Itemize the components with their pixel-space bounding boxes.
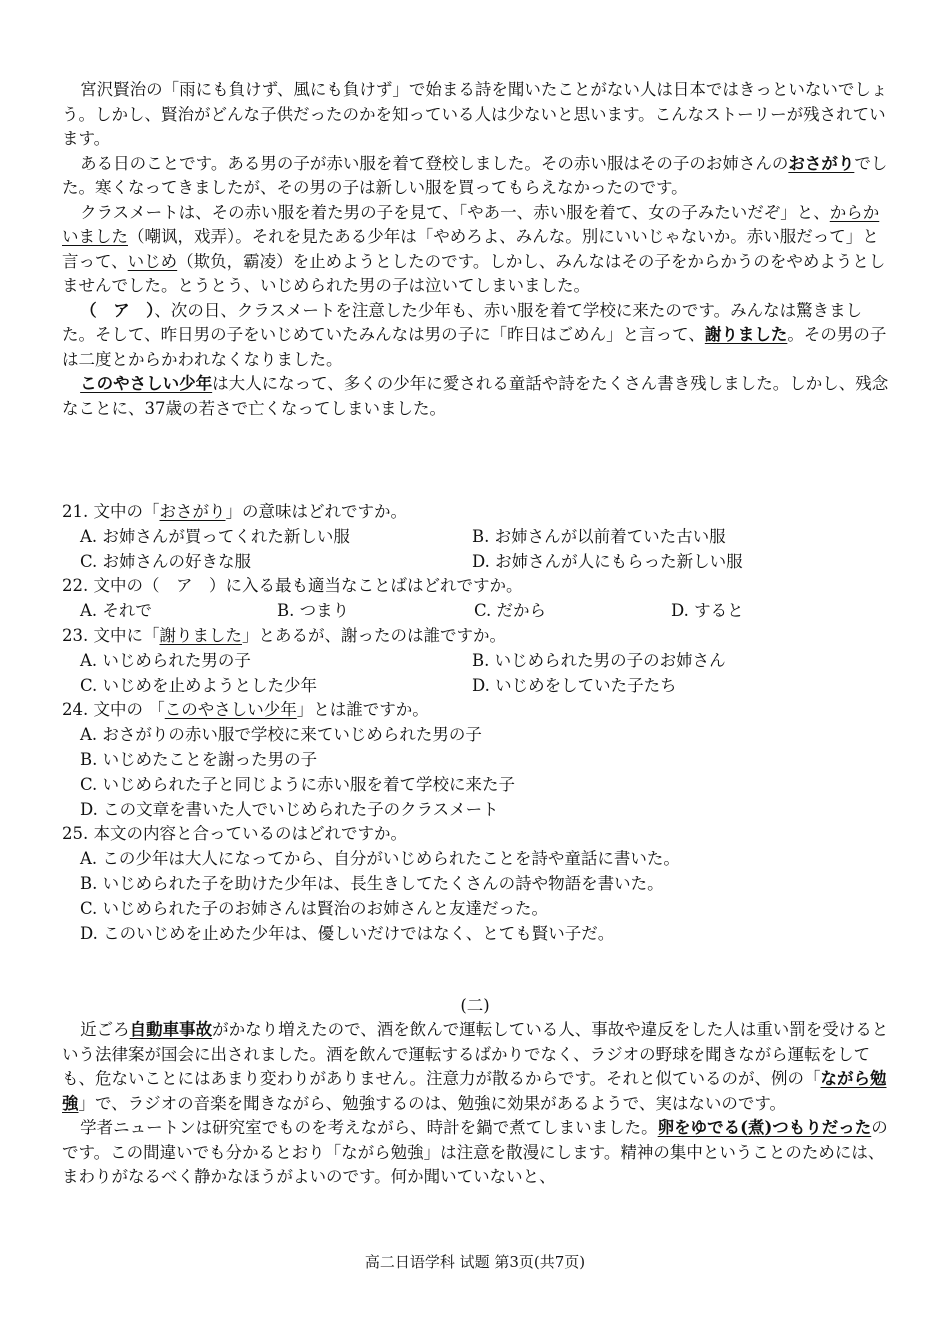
q22-option-a[interactable]: A. それで: [80, 601, 152, 621]
q24-keyword: このやさしい少年: [164, 700, 297, 720]
q21-post: 」の意味はどれですか。: [225, 502, 407, 521]
q22-options: [80, 599, 892, 624]
passage1-p2-text-a: ある日のことです。ある男の子が赤い服を着て登校しました。その赤い服はその子のお姉さんの: [80, 153, 789, 173]
passage2-p2-text-a: 学者ニュートンは研究室でものを考えながら、時計を鍋で煮てしまいました。: [80, 1118, 658, 1137]
q25-option-d[interactable]: D. このいじめを止めた少年は、優しいだけではなく、とても賢い子だ。: [80, 923, 615, 943]
q21-options: [80, 525, 892, 575]
q24-pre: 24. 文中の 「: [62, 700, 165, 720]
q25-options: [80, 847, 892, 946]
q21-option-c[interactable]: C. お姉さんの好きな服: [80, 551, 252, 571]
q24-option-d[interactable]: D. この文章を書いた人でいじめられた子のクラスメート: [80, 799, 499, 819]
q24-options: [80, 723, 892, 822]
passage1-p4-text-d: 。その男の子は二度とからかわれなくなりました。: [62, 325, 887, 369]
question-21: [62, 500, 892, 525]
reading-passage-2: [62, 1018, 892, 1190]
q22-option-b[interactable]: B. つまり: [277, 601, 350, 621]
question-22: 22. 文中の（ ア ）に入る最も適当なことばはどれですか。: [62, 576, 523, 596]
passage1-paragraph-3: [62, 201, 892, 299]
q23-options: [80, 649, 892, 699]
passage1-p3-text-e: （欺负，霸凌）を止めようとしたのです。しかし、みんなはその子をからかうのをやめようとしませんでした。とうとう、いじめられた男の子は泣いてしまいました。: [62, 251, 886, 295]
question-25: 25. 本文の内容と合っているのはどれですか。: [62, 824, 407, 844]
q24-option-a[interactable]: A. おさがりの赤い服で学校に来ていじめられた男の子: [80, 725, 482, 745]
passage1-paragraph-4: [62, 299, 892, 373]
section-2-heading: (二): [460, 996, 490, 1015]
q23-option-a[interactable]: A. いじめられた男の子: [80, 650, 251, 670]
keyword-osagari: おさがり: [788, 153, 855, 173]
q22-option-c[interactable]: C. だから: [474, 601, 547, 621]
q23-option-d[interactable]: D. いじめをしていた子たち: [472, 675, 677, 695]
q24-post: 」とは誰ですか。: [296, 700, 429, 720]
passage1-p3-text-a: クラスメートは、その赤い服を着た男の子を見て、「やあ一、赤い服を着て、女の子みたいだぞ」と、: [80, 202, 830, 222]
q23-option-b[interactable]: B. いじめられた男の子のお姉さん: [472, 650, 726, 670]
keyword-tamago-yuderu: 卵をゆでる(煮)つもりだった: [657, 1118, 872, 1137]
passage2-p1-text-e: 」で、ラジオの音楽を聞きながら、勉強するのは、勉強に効果があるようで、実はないのです。: [78, 1093, 787, 1113]
passage2-paragraph-1: [62, 1018, 892, 1116]
passage2-p2-text-c: のです。この間違いでも分かるとおり「ながら勉強」は注意を散漫にします。精神の集中ということのためには、まわりがなるべく静かなほうがよいのです。何か聞いていないと、: [62, 1118, 888, 1186]
q24-option-c[interactable]: C. いじめられた子と同じように赤い服を着て学校に来た子: [80, 774, 516, 794]
passage2-p1-text-a: 近ごろ: [80, 1020, 130, 1039]
keyword-ayamarimashita: 謝りました: [704, 325, 788, 344]
passage1-paragraph-2: [62, 152, 892, 201]
passage2-paragraph-2: [62, 1116, 892, 1190]
question-list: [62, 500, 892, 946]
passage1-paragraph-1: [62, 78, 892, 152]
passage1-paragraph-5: [62, 372, 892, 421]
keyword-yasashii-shonen: このやさしい少年: [80, 374, 213, 393]
q23-keyword: 謝りました: [159, 625, 242, 645]
passage1-p1-text: 宮沢賢治の「雨にも負けず、風にも負けず」で始まる詩を聞いたことがない人は日本ではきっといないでしょう。しかし、賢治がどんな子供だったのかを知っている人は少ないと思います。こんなストーリーが残されています。: [62, 80, 888, 148]
passage1-p5-text-b: は大人になって、多くの少年に愛される童話や詩をたくさん書き残しました。しかし、残念なことに、37歳の若さで亡くなってしまいました。: [62, 374, 889, 418]
q21-option-a[interactable]: A. お姉さんが買ってくれた新しい服: [80, 526, 350, 546]
q21-option-b[interactable]: B. お姉さんが以前着ていた古い服: [472, 526, 726, 546]
q24-option-b[interactable]: B. いじめたことを謝った男の子: [80, 749, 318, 769]
keyword-nagara-benkyo: ながら勉強: [62, 1069, 887, 1113]
passage1-p2-text-c: でした。寒くなってきましたが、その男の子は新しい服を買ってもらえなかったのです。: [62, 153, 888, 197]
page-footer: 高二日语学科 试题 第3页(共7页): [364, 1253, 586, 1271]
passage1-p4-text-b: 、次の日、クラスメートを注意した少年も、赤い服を着て学校に来たのです。みんなは驚きました。そして、昨日男の子をいじめていたみんなは男の子に「昨日はごめん」と言って、: [62, 300, 863, 344]
q22-option-d[interactable]: D. すると: [671, 601, 744, 621]
question-23: [62, 624, 892, 649]
q23-option-c[interactable]: C. いじめを止めようとした少年: [80, 675, 318, 695]
reading-passage-1: [62, 78, 892, 421]
q21-keyword: おさがり: [159, 502, 226, 521]
q21-pre: 21. 文中の「: [62, 502, 160, 521]
q25-option-b[interactable]: B. いじめられた子を助けた少年は、長生きしてたくさんの詩や物語を書いた。: [80, 873, 664, 893]
blank-a: （ ア ）: [80, 300, 155, 320]
keyword-ijime: いじめ: [127, 251, 178, 271]
q21-option-d[interactable]: D. お姉さんが人にもらった新しい服: [472, 551, 743, 571]
q25-option-c[interactable]: C. いじめられた子のお姉さんは賢治のお姉さんと友達だった。: [80, 898, 549, 918]
q23-post: 」とあるが、謝ったのは誰ですか。: [242, 625, 506, 645]
keyword-jidosha-jiko: 自動車事故: [129, 1020, 213, 1039]
q25-option-a[interactable]: A. この少年は大人になってから、自分がいじめられたことを詩や童話に書いた。: [80, 849, 680, 869]
passage2-p1-text-c: がかなり増えたので、酒を飲んで運転している人、事故や違反をした人は重い罰を受けるという法律案が国会に出されました。酒を飲んで運転するばかりでなく、ラジオの野球を聞きながら運転をしても、危ないことにはあまり変わりがありません。注意力が散るからです。それと似ているのが、例の「: [62, 1020, 889, 1088]
keyword-karakaimashita: からかいました: [62, 202, 880, 246]
question-24: [62, 698, 892, 723]
q23-pre: 23. 文中に「: [62, 625, 160, 645]
passage1-p3-text-c: （嘲讽，戏弄）。それを見たある少年は「やめろよ、みんな。別にいいじゃないか。赤い服だって」と言って、: [62, 227, 879, 271]
